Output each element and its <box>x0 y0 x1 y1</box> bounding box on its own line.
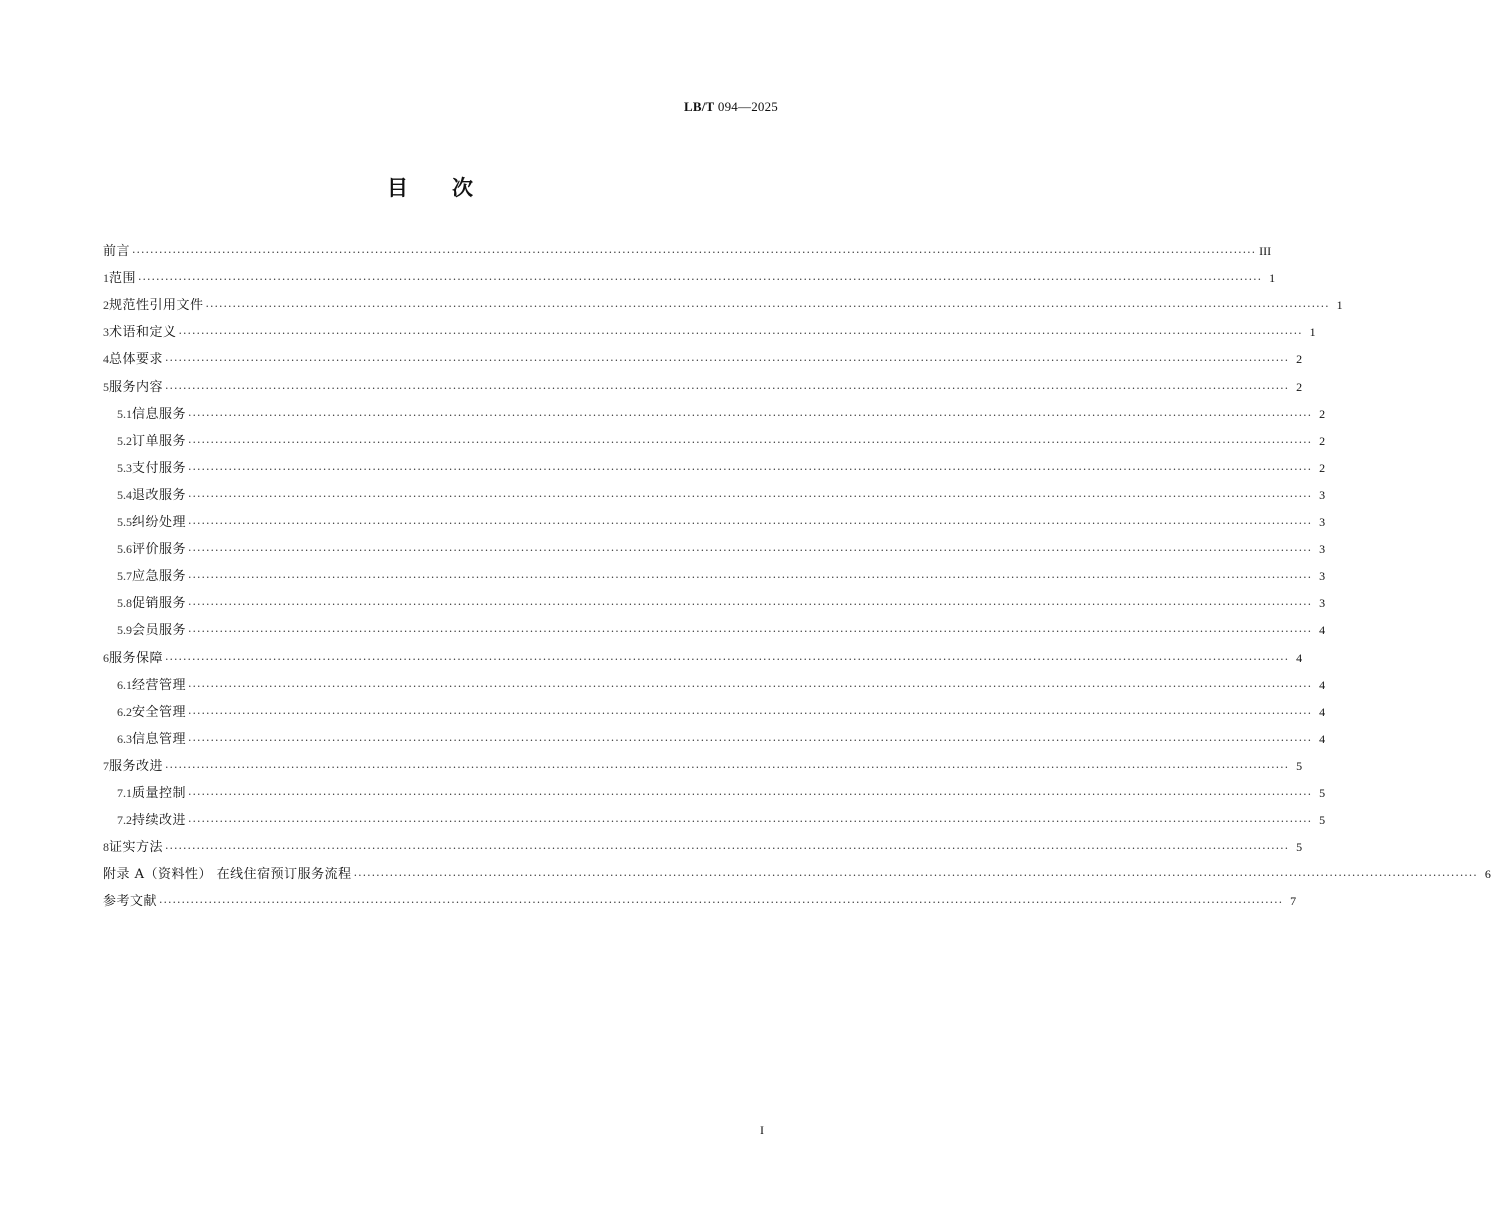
toc-entry-page: 1 <box>1309 325 1316 340</box>
toc-entry-page: 3 <box>1319 569 1326 584</box>
toc-entry-page: 3 <box>1319 596 1326 611</box>
toc-dot-leader <box>188 511 1312 536</box>
toc-dot-leader <box>188 674 1312 699</box>
toc-dot-leader <box>188 565 1312 590</box>
toc-entry-page: 4 <box>1319 623 1326 638</box>
page-title-char-2: 次 <box>452 175 473 200</box>
toc-entry-page: 1 <box>1336 298 1343 313</box>
toc-dot-leader <box>188 728 1312 753</box>
toc-dot-leader <box>188 484 1312 509</box>
toc-dot-leader <box>165 376 1289 401</box>
toc-entry-page: 5 <box>1319 813 1326 828</box>
toc-entry-label: 总体要求 <box>109 352 164 368</box>
toc-entry[interactable] <box>103 319 1316 346</box>
toc-entry[interactable] <box>103 726 1326 753</box>
toc-entry-number: 6.1 <box>117 677 132 692</box>
toc-entry-label: 服务内容 <box>109 379 164 395</box>
toc-entry-number: 5.1 <box>117 406 132 421</box>
page-title-char-1: 目 <box>387 175 408 200</box>
toc-entry-page: 5 <box>1319 785 1326 800</box>
toc-entry[interactable] <box>103 346 1303 373</box>
toc-entry[interactable] <box>103 617 1326 644</box>
document-code-prefix: LB/T <box>684 99 715 114</box>
toc-entry[interactable] <box>103 861 1491 888</box>
toc-entry-page: 3 <box>1319 542 1326 557</box>
toc-entry-label: 服务保障 <box>109 650 164 666</box>
toc-entry-number: 5.5 <box>117 515 132 530</box>
toc-entry[interactable] <box>103 672 1326 699</box>
toc-entry[interactable] <box>103 292 1343 319</box>
toc-dot-leader <box>165 836 1289 861</box>
toc-entry-number: 8 <box>103 840 109 855</box>
toc-dot-leader <box>188 403 1312 428</box>
toc-entry-label: 前言 <box>103 244 131 260</box>
document-code-number: 094—2025 <box>717 99 778 114</box>
toc-entry-page: 4 <box>1319 731 1326 746</box>
toc-entry-page: 4 <box>1319 677 1326 692</box>
toc-entry-page: 3 <box>1319 487 1326 502</box>
toc-entry-number: 7.2 <box>117 813 132 828</box>
toc-entry-label: 范围 <box>109 271 137 287</box>
toc-dot-leader <box>206 294 1330 319</box>
page-title <box>0 172 860 202</box>
toc-entry-label: 服务改进 <box>109 758 164 774</box>
toc-entry-label: 促销服务 <box>132 596 187 612</box>
toc-entry-page: 2 <box>1319 406 1326 421</box>
toc-dot-leader <box>159 890 1283 915</box>
toc-entry-number: 5.6 <box>117 542 132 557</box>
document-code <box>684 99 778 115</box>
toc-entry-page: 4 <box>1319 704 1326 719</box>
toc-dot-leader <box>165 647 1289 672</box>
toc-entry-page: III <box>1259 244 1272 259</box>
toc-entry-label: 评价服务 <box>132 542 187 558</box>
toc-dot-leader <box>132 240 1256 265</box>
toc-dot-leader <box>188 457 1312 482</box>
toc-entry-number: 5.2 <box>117 433 132 448</box>
toc-dot-leader <box>188 592 1312 617</box>
toc-entry-label: 证实方法 <box>109 840 164 856</box>
toc-entry-label: 质量控制 <box>132 785 187 801</box>
toc-entry-label: 参考文献 <box>103 894 158 910</box>
toc-entry-number: 6 <box>103 650 109 665</box>
toc-dot-leader <box>138 267 1262 292</box>
toc-dot-leader <box>188 430 1312 455</box>
toc-dot-leader <box>179 321 1303 346</box>
toc-entry-label: 术语和定义 <box>109 325 177 341</box>
toc-entry-number: 5.4 <box>117 487 132 502</box>
toc-entry-page: 2 <box>1319 460 1326 475</box>
toc-entry-page: 5 <box>1296 840 1303 855</box>
toc-entry[interactable] <box>103 699 1326 726</box>
toc-entry-number: 5 <box>103 379 109 394</box>
toc-entry[interactable] <box>103 482 1326 509</box>
table-of-contents <box>103 238 1491 915</box>
toc-entry-label: 信息管理 <box>132 731 187 747</box>
page-number: I <box>760 1123 764 1137</box>
toc-entry-page: 1 <box>1269 271 1276 286</box>
toc-entry-number: 6.2 <box>117 704 132 719</box>
toc-entry-number: 5.8 <box>117 596 132 611</box>
toc-entry[interactable] <box>103 834 1303 861</box>
toc-dot-leader <box>188 782 1312 807</box>
toc-entry-label: 信息服务 <box>132 406 187 422</box>
toc-entry-page: 2 <box>1296 352 1303 367</box>
toc-entry-label: 退改服务 <box>132 487 187 503</box>
toc-entry-number: 2 <box>103 298 109 313</box>
toc-entry[interactable] <box>103 265 1276 292</box>
toc-entry[interactable] <box>103 536 1326 563</box>
toc-dot-leader <box>188 809 1312 834</box>
toc-entry-number: 1 <box>103 271 109 286</box>
toc-entry-page: 2 <box>1319 433 1326 448</box>
toc-entry-number: 4 <box>103 352 109 367</box>
toc-entry-number: 5.3 <box>117 460 132 475</box>
toc-entry-label: 纠纷处理 <box>132 515 187 531</box>
toc-dot-leader <box>354 863 1478 888</box>
toc-entry-label: 安全管理 <box>132 704 187 720</box>
toc-entry-number: 5.9 <box>117 623 132 638</box>
toc-entry-label: 规范性引用文件 <box>109 298 204 314</box>
toc-entry[interactable] <box>103 644 1303 671</box>
toc-entry[interactable] <box>103 401 1326 428</box>
toc-entry[interactable] <box>103 509 1326 536</box>
toc-dot-leader <box>165 755 1289 780</box>
toc-entry-label: 会员服务 <box>132 623 187 639</box>
toc-entry-page: 4 <box>1296 650 1303 665</box>
toc-entry-page: 5 <box>1296 758 1303 773</box>
toc-entry[interactable] <box>103 780 1326 807</box>
toc-entry[interactable] <box>103 590 1326 617</box>
toc-entry-page: 6 <box>1484 867 1491 882</box>
toc-dot-leader <box>188 701 1312 726</box>
toc-dot-leader <box>165 348 1289 373</box>
toc-entry[interactable] <box>103 428 1326 455</box>
toc-entry-number: 7.1 <box>117 785 132 800</box>
toc-dot-leader <box>188 538 1312 563</box>
toc-entry-label: 持续改进 <box>132 813 187 829</box>
toc-entry-number: 7 <box>103 758 109 773</box>
toc-entry-page: 2 <box>1296 379 1303 394</box>
toc-entry-number: 6.3 <box>117 731 132 746</box>
toc-entry[interactable] <box>103 238 1272 265</box>
toc-entry[interactable] <box>103 373 1303 400</box>
toc-entry[interactable] <box>103 563 1326 590</box>
toc-entry-label: 应急服务 <box>132 569 187 585</box>
toc-entry-page: 7 <box>1290 894 1297 909</box>
toc-dot-leader <box>188 619 1312 644</box>
toc-entry-label: 支付服务 <box>132 460 187 476</box>
toc-entry-label: 订单服务 <box>132 433 187 449</box>
toc-entry[interactable] <box>103 753 1303 780</box>
toc-entry[interactable] <box>103 807 1326 834</box>
toc-entry-number: 3 <box>103 325 109 340</box>
toc-entry-label: 附录 A（资料性） 在线住宿预订服务流程 <box>103 867 352 883</box>
toc-entry[interactable] <box>103 888 1297 915</box>
toc-entry-number: 5.7 <box>117 569 132 584</box>
toc-entry-label: 经营管理 <box>132 677 187 693</box>
toc-entry[interactable] <box>103 455 1326 482</box>
toc-entry-page: 3 <box>1319 515 1326 530</box>
